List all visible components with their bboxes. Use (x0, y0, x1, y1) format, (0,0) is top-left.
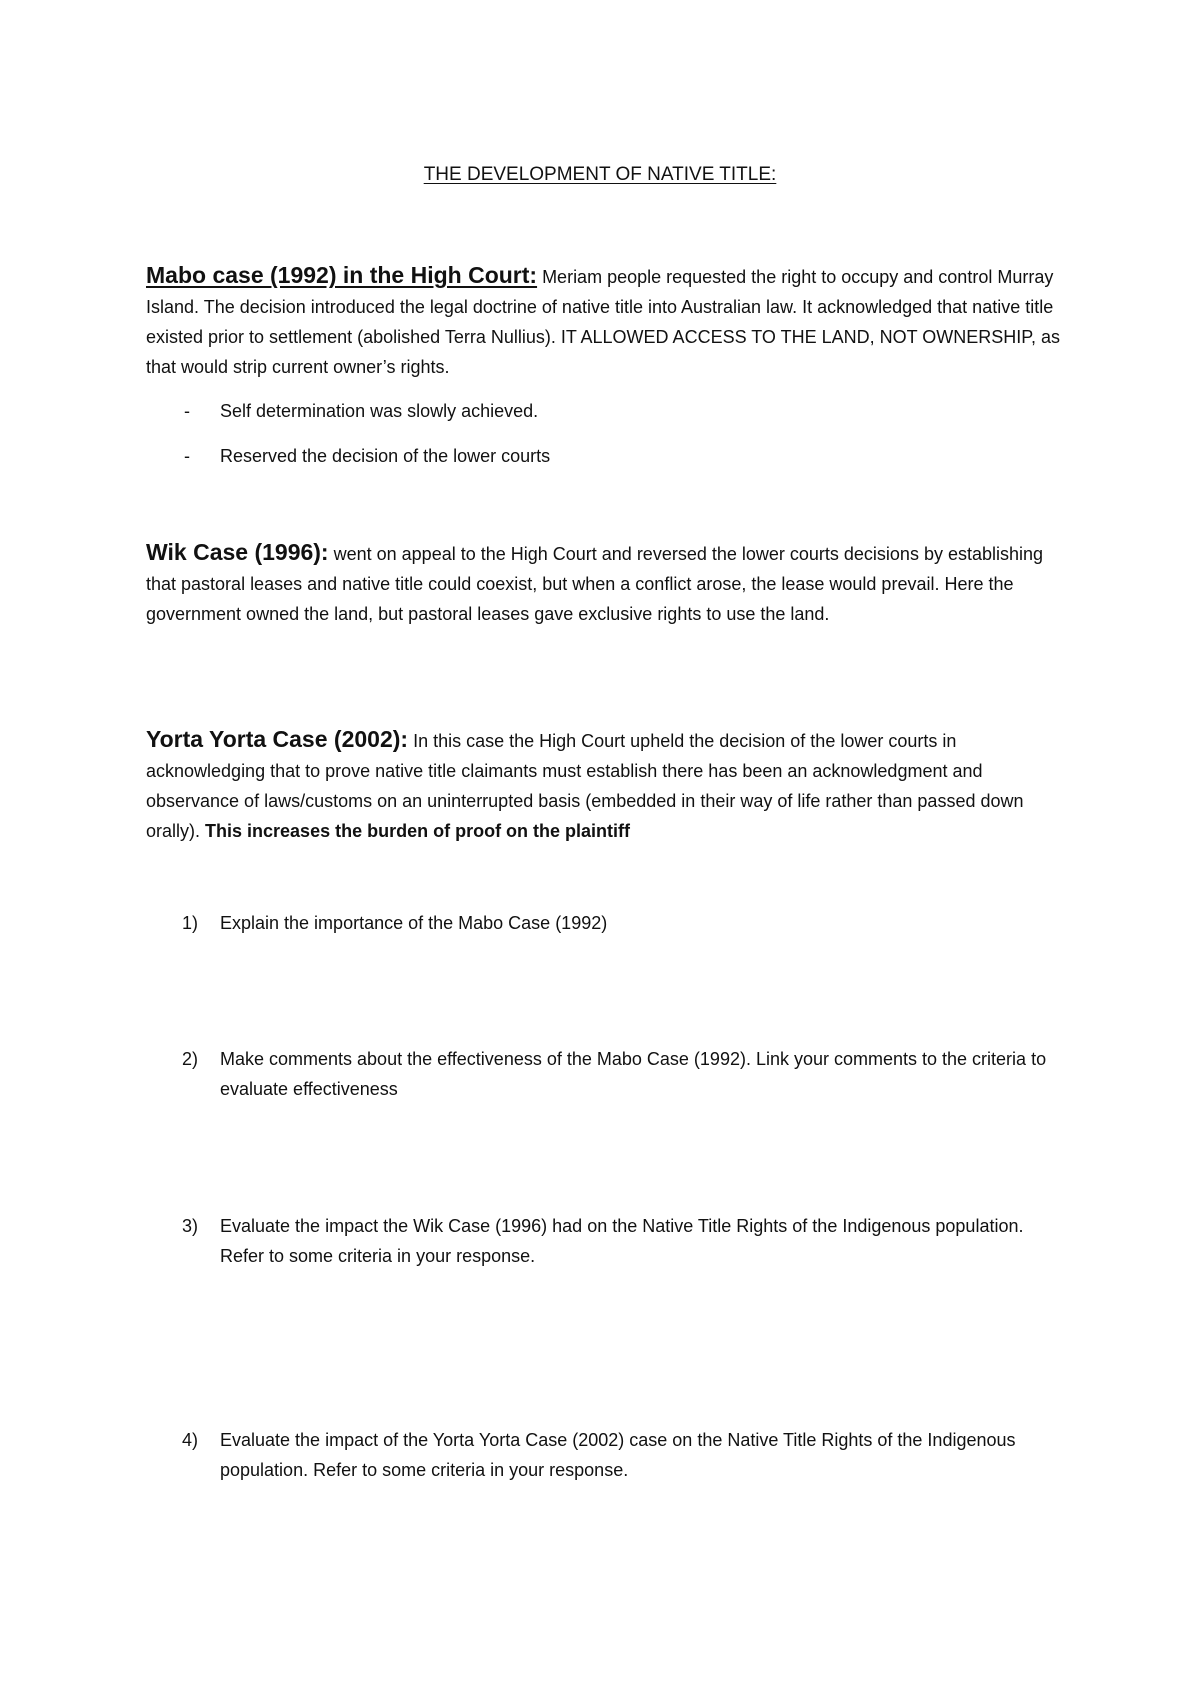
document-title: THE DEVELOPMENT OF NATIVE TITLE: (423, 164, 777, 185)
question-text: Explain the importance of the Mabo Case (1992) (220, 913, 608, 933)
mabo-heading: Mabo case (1992) in the High Court: (146, 262, 538, 288)
bullet-dash: - (184, 401, 190, 421)
question-text: Evaluate the impact of the Yorta Yorta Case (2002) case on the Native Title Rights of the Indigenous population. Refer to some criteria in your response. (220, 1430, 1016, 1480)
bullet-text: Reserved the decision of the lower courts (220, 446, 551, 466)
question-number: 3) (182, 1216, 199, 1236)
question-number: 4) (182, 1430, 199, 1450)
yorta-body: In this case the High Court upheld the decision of the lower courts in acknowledging that to prove native title claimants must establish there has been an acknowledgment and observance of laws/customs on an uninterrupted basis (embedded in their way of life rather than passed down orally). (146, 731, 1024, 841)
question-number: 2) (182, 1049, 199, 1069)
wik-section (146, 537, 1066, 629)
wik-body: went on appeal to the High Court and reversed the lower courts decisions by establishing that pastoral leases and native title could coexist, but when a conflict arose, the lease would prevail. Here the government owned the land, but pastoral leases gave exclusive rights to use the land. (146, 544, 1044, 624)
yorta-section (146, 724, 1066, 846)
question-number: 1) (182, 913, 199, 933)
question-text: Make comments about the effectiveness of the Mabo Case (1992). Link your comments to the criteria to evaluate effectiveness (220, 1049, 1047, 1099)
yorta-bold-conclusion: This increases the burden of proof on the plaintiff (205, 821, 631, 841)
bullet-text: Self determination was slowly achieved. (220, 401, 539, 421)
question-text: Evaluate the impact the Wik Case (1996) had on the Native Title Rights of the Indigenous population. Refer to some criteria in your response. (220, 1216, 1024, 1266)
bullet-dash: - (184, 446, 190, 466)
mabo-section (146, 260, 1066, 382)
wik-heading: Wik Case (1996): (146, 539, 329, 565)
mabo-body: Meriam people requested the right to occupy and control Murray Island. The decision introduced the legal doctrine of native title into Australian law. It acknowledged that native title existed prior to settlement (abolished Terra Nullius). IT ALLOWED ACCESS TO THE LAND, NOT OWNERSHIP, as that would strip current owner’s rights. (146, 267, 1060, 377)
yorta-heading: Yorta Yorta Case (2002): (146, 726, 409, 752)
